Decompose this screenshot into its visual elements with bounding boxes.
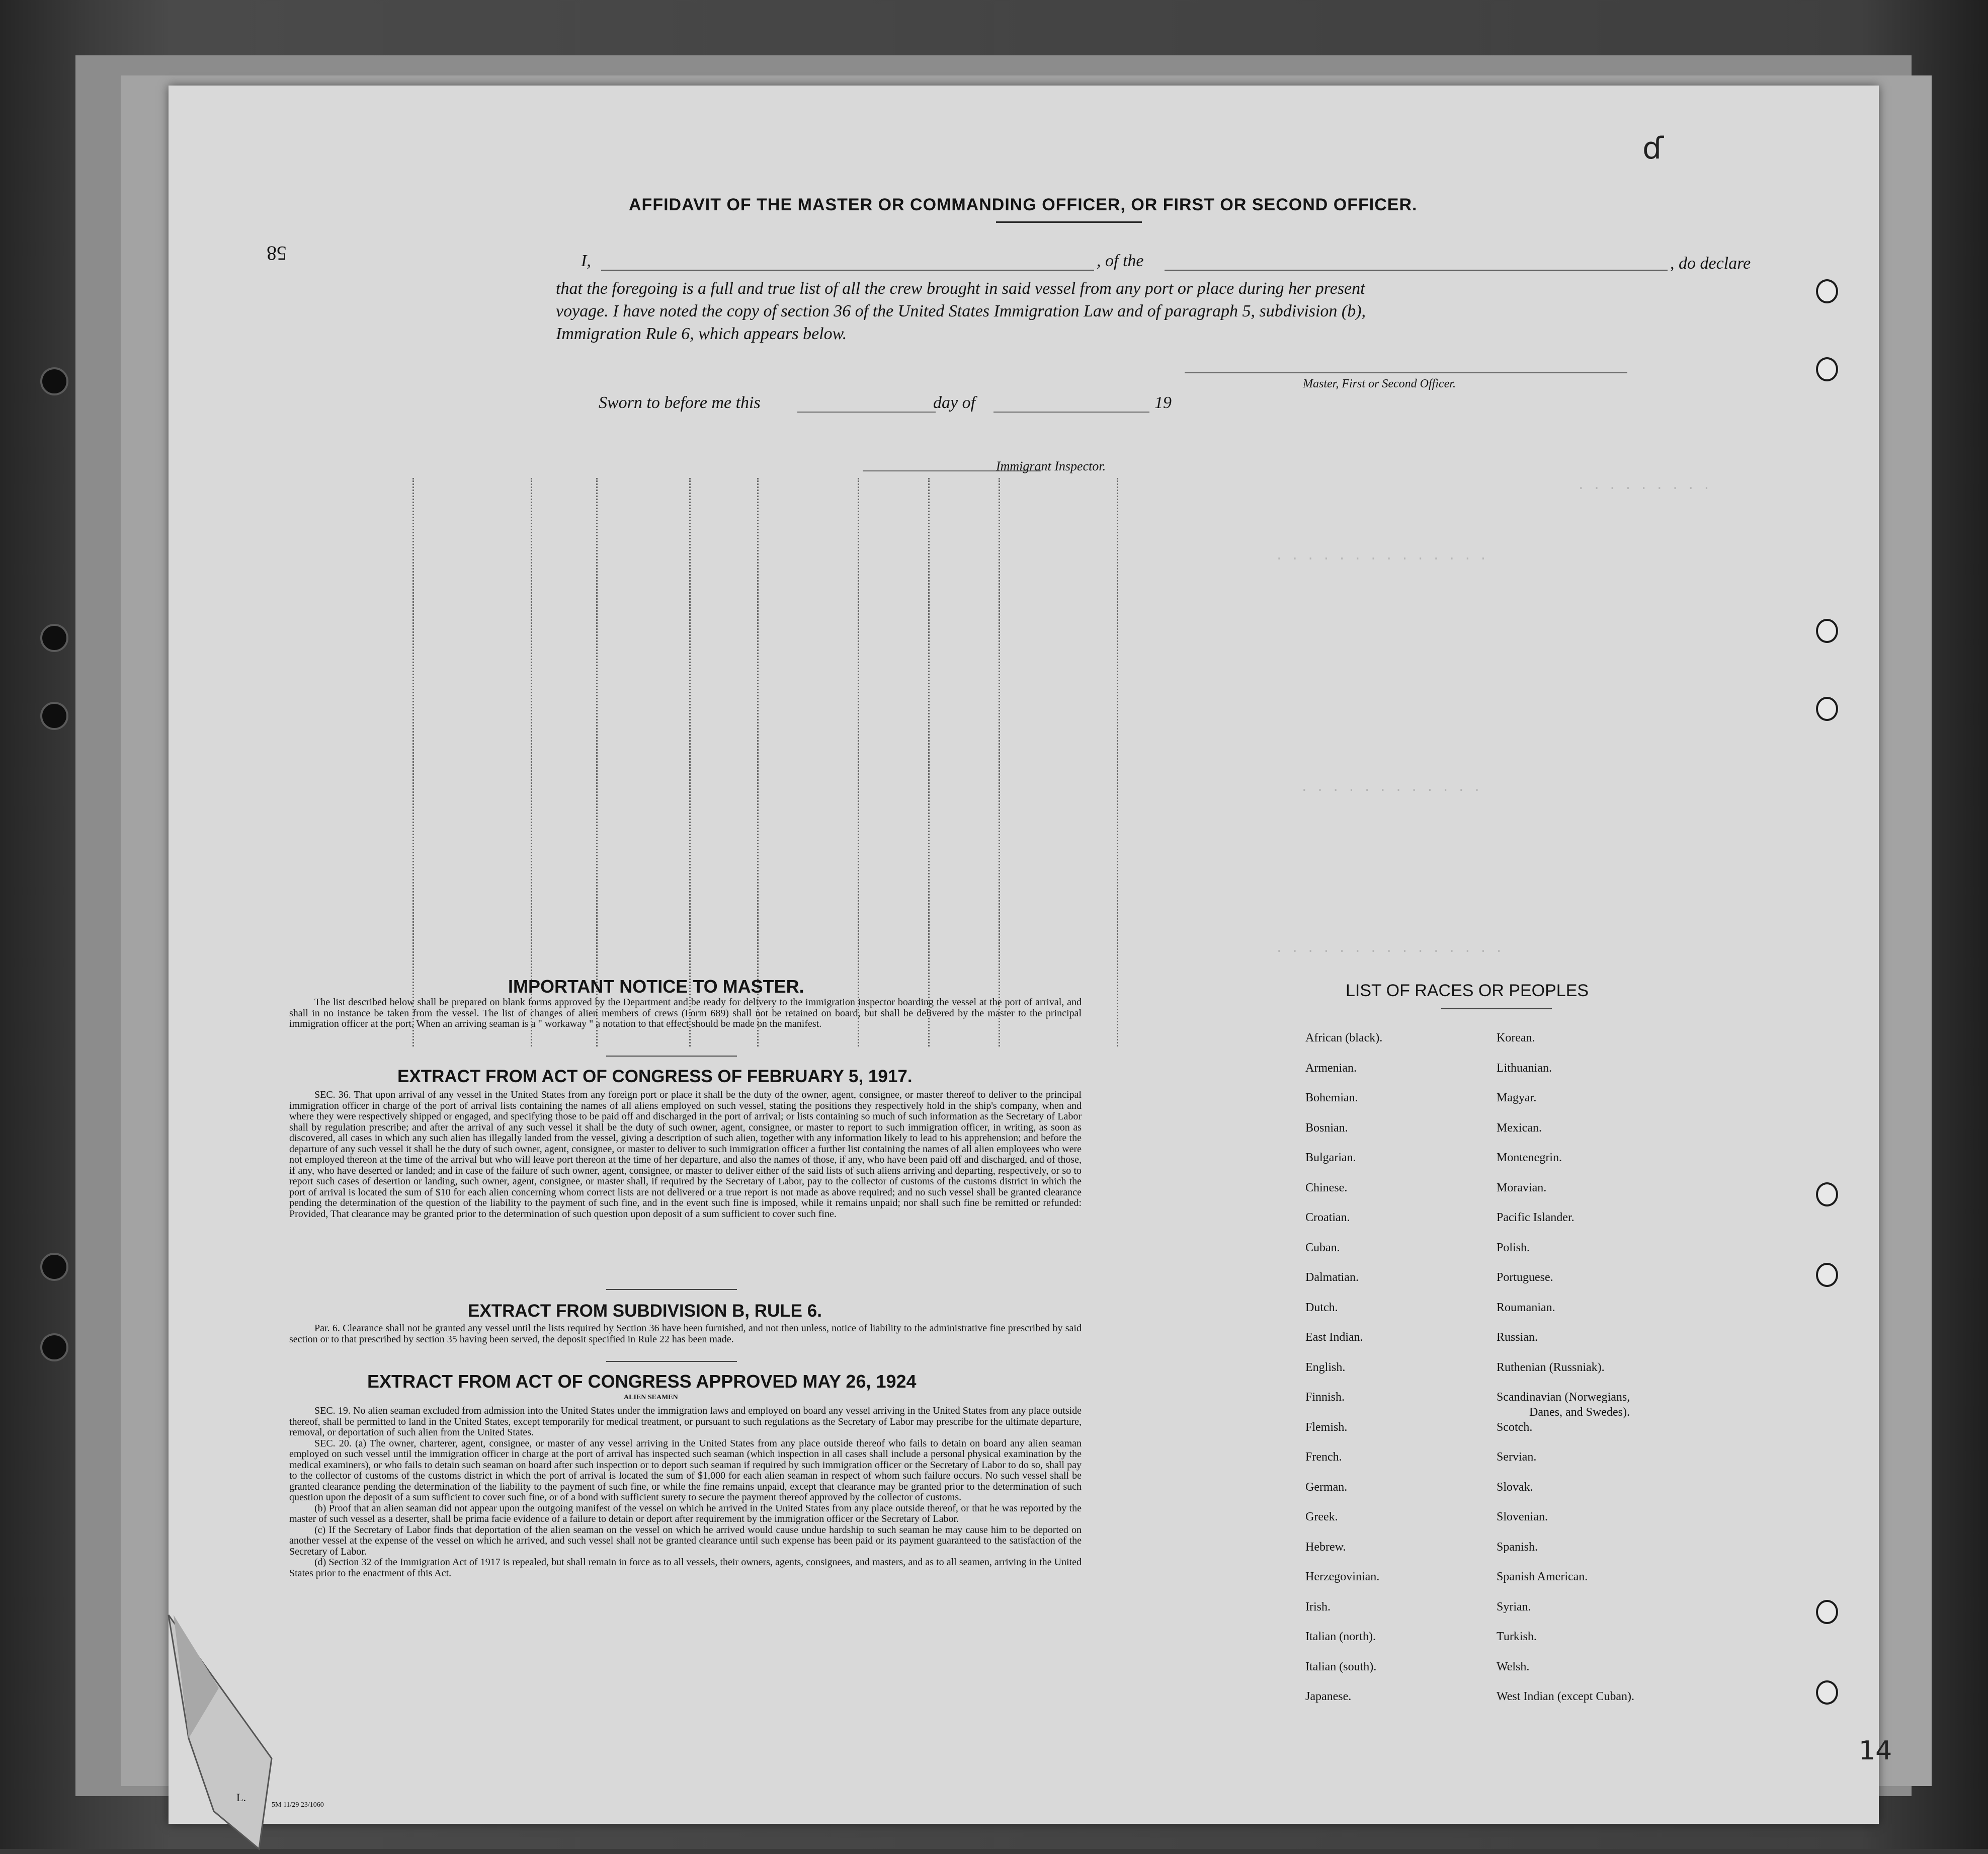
divider bbox=[606, 1056, 737, 1057]
column-rule bbox=[596, 478, 598, 1046]
page-number: 14 bbox=[1859, 1736, 1892, 1766]
race-item: Montenegrin. bbox=[1497, 1151, 1562, 1164]
race-item: German. bbox=[1305, 1480, 1348, 1494]
column-rule bbox=[858, 478, 859, 1046]
extract-1917-title: EXTRACT FROM ACT OF CONGRESS OF FEBRUARY 5, 1917. bbox=[397, 1067, 913, 1086]
race-item: French. bbox=[1305, 1450, 1342, 1464]
affidavit-title: AFFIDAVIT OF THE MASTER OR COMMANDING OFFICER, OR FIRST OR SECOND OFFICER. bbox=[629, 195, 1418, 214]
race-item: Scandinavian (Norwegians, bbox=[1497, 1391, 1630, 1404]
race-item: African (black). bbox=[1305, 1031, 1383, 1044]
race-item: Italian (south). bbox=[1305, 1660, 1377, 1673]
race-item: Dalmatian. bbox=[1305, 1271, 1359, 1284]
ring-hole bbox=[1816, 1680, 1838, 1705]
race-item: Bulgarian. bbox=[1305, 1151, 1356, 1164]
ring-hole bbox=[1816, 1182, 1838, 1206]
name-blank bbox=[601, 270, 1094, 271]
race-item: Herzegovinian. bbox=[1305, 1570, 1380, 1583]
race-item: Italian (north). bbox=[1305, 1630, 1376, 1643]
race-item: Portuguese. bbox=[1497, 1271, 1553, 1284]
ring-hole bbox=[1816, 357, 1838, 381]
column-rule bbox=[757, 478, 759, 1046]
day-of-text: day of bbox=[933, 393, 976, 412]
race-item: Chinese. bbox=[1305, 1181, 1348, 1194]
extract-1924-title: EXTRACT FROM ACT OF CONGRESS APPROVED MAY 26, 1924 bbox=[367, 1371, 917, 1392]
column-rule bbox=[412, 478, 414, 1046]
race-item: Mexican. bbox=[1497, 1121, 1542, 1135]
binder-hole bbox=[40, 624, 68, 652]
race-item: Greek. bbox=[1305, 1510, 1338, 1523]
ring-hole bbox=[1816, 619, 1838, 643]
race-item: Slovak. bbox=[1497, 1480, 1533, 1494]
race-item: Magyar. bbox=[1497, 1091, 1537, 1104]
print-code: 5M 11/29 23/1060 bbox=[272, 1801, 324, 1809]
ring-hole bbox=[1816, 1263, 1838, 1287]
manifest-page bbox=[169, 86, 1892, 1824]
race-item: Scotch. bbox=[1497, 1420, 1533, 1434]
bleed-through-text: . . . . . . . . . . . . bbox=[1300, 780, 1481, 795]
binder-hole bbox=[40, 367, 68, 395]
race-item: Bosnian. bbox=[1305, 1121, 1348, 1135]
race-item: Pacific Islander. bbox=[1497, 1211, 1575, 1224]
margin-number: 58 bbox=[267, 242, 287, 265]
race-item: Moravian. bbox=[1497, 1181, 1547, 1194]
race-item: Polish. bbox=[1497, 1241, 1530, 1254]
bleed-through-text: . . . . . . . . . . . . . . . bbox=[1275, 941, 1503, 956]
ring-hole bbox=[1816, 1600, 1838, 1624]
folded-corner bbox=[153, 1613, 274, 1854]
extract-1924-p5: (d) Section 32 of the Immigration Act of 1917 is repealed, but shall remain in force as to all vessels, their owners, agents, consignees, and masters, and as to all seamen, arriving in the United States prior to the enactment of this Act. bbox=[289, 1557, 1082, 1579]
race-item: Dutch. bbox=[1305, 1301, 1338, 1314]
bleed-through-text: . . . . . . . . . . . . . . bbox=[1275, 548, 1487, 563]
extract-rule6-body: Par. 6. Clearance shall not be granted any vessel until the lists required by Section 36 have been furnished, and not then unless, notice of liability to the administrative fine prescribed by said section or to that prescribed by section 35 having been served, the deposit specified in Rule 22 has been made. bbox=[289, 1323, 1082, 1345]
bleed-through-text: . . . . . . . . . bbox=[1577, 478, 1711, 493]
race-item: Welsh. bbox=[1497, 1660, 1530, 1673]
race-item: Danes, and Swedes). bbox=[1529, 1406, 1630, 1419]
pencil-mark: ɗ bbox=[1642, 131, 1664, 166]
race-item: Armenian. bbox=[1305, 1061, 1357, 1075]
races-title: LIST OF RACES OR PEOPLES bbox=[1346, 981, 1589, 1000]
race-item: Irish. bbox=[1305, 1600, 1331, 1614]
extract-1924-p1: SEC. 19. No alien seaman excluded from admission into the United States under the immigration laws and employed on board any vessel arriving in the United States from any place outside thereof, shall be permitted to land in the United States, except temporarily for medical treatment, or pursuant to such regulations as the Secretary of Labor may prescribe for the ultimate departure, removal, or deportation of such alien from the United States. bbox=[289, 1405, 1082, 1438]
ring-hole bbox=[1816, 279, 1838, 303]
extract-rule6-title: EXTRACT FROM SUBDIVISION B, RULE 6. bbox=[468, 1301, 822, 1321]
binder-hole bbox=[40, 702, 68, 730]
race-item: Spanish. bbox=[1497, 1540, 1538, 1554]
affidavit-of-the: , of the bbox=[1097, 252, 1144, 270]
race-item: Lithuanian. bbox=[1497, 1061, 1552, 1075]
race-item: Finnish. bbox=[1305, 1391, 1345, 1404]
race-item: Spanish American. bbox=[1497, 1570, 1588, 1583]
affidavit-line-4: Immigration Rule 6, which appears below. bbox=[556, 325, 847, 343]
race-item: Korean. bbox=[1497, 1031, 1535, 1044]
divider bbox=[996, 221, 1142, 223]
notice-title: IMPORTANT NOTICE TO MASTER. bbox=[508, 976, 804, 997]
race-item: English. bbox=[1305, 1360, 1346, 1374]
ring-hole bbox=[1816, 697, 1838, 721]
race-item: Flemish. bbox=[1305, 1420, 1348, 1434]
race-item: Hebrew. bbox=[1305, 1540, 1346, 1554]
extract-1924-body bbox=[289, 1406, 1082, 1579]
affidavit-i: I, bbox=[581, 252, 591, 270]
signature-label: Master, First or Second Officer. bbox=[1303, 377, 1456, 390]
signature-line bbox=[1185, 372, 1627, 373]
month-blank bbox=[993, 412, 1149, 413]
extract-1924-subtitle: ALIEN SEAMEN bbox=[624, 1394, 678, 1401]
race-item: Ruthenian (Russniak). bbox=[1497, 1360, 1605, 1374]
race-item: East Indian. bbox=[1305, 1331, 1363, 1344]
race-item: Slovenian. bbox=[1497, 1510, 1548, 1523]
race-item: Roumanian. bbox=[1497, 1301, 1555, 1314]
notice-body: The list described below shall be prepared on blank forms approved by the Department and be ready for delivery to the immigration inspector boarding the vessel at the port of arrival, and shall in no instance be taken from the vessel. The list of changes of alien members of crews (Form 689) shall not be retained on board, but shall be delivered by the master to the principal immigration officer at the port. When an arriving seaman is a " workaway " a notation to that effect should be made on the manifest. bbox=[289, 997, 1082, 1029]
race-item: Servian. bbox=[1497, 1450, 1537, 1464]
race-item: Bohemian. bbox=[1305, 1091, 1358, 1104]
divider bbox=[606, 1361, 737, 1362]
divider bbox=[606, 1289, 737, 1290]
column-rule bbox=[999, 478, 1000, 1046]
extract-1917-body: SEC. 36. That upon arrival of any vessel in the United States from any foreign port or place it shall be the duty of the owner, agent, consignee, or master thereof to deliver to the principal immigration officer in charge of the port of arrival lists containing the names of all aliens employed on such vessel, stating the positions they respectively hold in the ship's company, when and where they were respectively shipped or engaged, and specifying those to be paid off and discharged in the port of arrival; or lists containing so much of such information as the Secretary of Labor shall by regulation prescribe; and after the arrival of any such vessel it shall be the duty of such owner, agent, consignee, or master to report to such immigration officer, in writing, as soon as discovered, all cases in which any such alien has illegally landed from the vessel, giving a description of such alien, together with any information likely to lead to his apprehension; and before the departure of any such vessel it shall be the duty of such owner, agent, consignee, or master to deliver to such immigration officer a further list containing the names of all alien employees who were not employed thereon at the time of the arrival but who will leave port thereon at the time of her departure, and also the names of those, if any, who have been paid off and discharged, and of those, if any, who have deserted or landed; and in case of the failure of such owner, agent, consignee, or master to deliver either of the said lists of such aliens arriving and departing, respectively, or so to report such cases of desertion or landing, such owner, agent, consignee, or master shall, if required by the Secretary of Labor, pay to the collector of customs of the customs district in which the port of arrival is located the sum of $10 for each alien concerning whom correct lists are not delivered or a true report is not made as above required; and no such vessel shall be granted clearance pending the determination of the question of the liability to the payment of such fine, and in the event such fine is imposed, while it remains unpaid; nor shall such fine be remitted or refunded: Provided, That clearance may be granted prior to the determination of such question upon deposit of a sum sufficient to cover such fine. bbox=[289, 1089, 1082, 1220]
affidavit-line-2: that the foregoing is a full and true list of all the crew brought in said vessel from any port or place during her present bbox=[556, 279, 1365, 298]
vessel-blank bbox=[1165, 270, 1668, 271]
race-item: West Indian (except Cuban). bbox=[1497, 1690, 1634, 1703]
extract-1924-p4: (c) If the Secretary of Labor finds that deportation of the alien seaman on the vessel on which he arrived would cause undue hardship to such seaman he may cause him to be deported on another vessel at the expense of the vessel on which he arrived, and such vessel shall not be granted clearance until such expense has been paid or its payment guaranteed to the satisfaction of the Secretary of Labor. bbox=[289, 1524, 1082, 1557]
corner-letter: L. bbox=[236, 1791, 246, 1804]
column-rule bbox=[531, 478, 532, 1046]
affidavit-do-declare: , do declare bbox=[1670, 254, 1751, 273]
column-rule bbox=[1117, 478, 1118, 1046]
race-item: Turkish. bbox=[1497, 1630, 1537, 1643]
day-blank bbox=[797, 412, 936, 413]
inspector-label: Immigrant Inspector. bbox=[996, 459, 1106, 473]
column-rule bbox=[689, 478, 691, 1046]
race-item: Croatian. bbox=[1305, 1211, 1350, 1224]
race-item: Russian. bbox=[1497, 1331, 1538, 1344]
extract-1924-p3: (b) Proof that an alien seaman did not appear upon the outgoing manifest of the vessel on which he arrived in the United States from any place outside thereof, or that he was reported by the master of such vessel as a deserter, shall be prima facie evidence of a failure to detain or deport after requirement by the immigration officer or the Secretary of Labor. bbox=[289, 1502, 1082, 1524]
binder-hole bbox=[40, 1333, 68, 1361]
divider bbox=[1441, 1008, 1552, 1009]
race-item: Japanese. bbox=[1305, 1690, 1352, 1703]
extract-1924-p2: SEC. 20. (a) The owner, charterer, agent, consignee, or master of any vessel arriving in the United States from any place outside thereof who fails to detain on board any alien seaman employed on such vessel until the immigration officer in charge at the port of arrival has inspected such seaman (which inspection in all cases shall include a personal physical examination by the medical examiners), or who fails to detain such seaman on board after such inspection or to deport such seaman if required by such immigration officer or the Secretary of Labor to do so, shall pay to the collector of customs of the customs district in which the port of arrival is located the sum of $1,000 for each alien seaman in respect of whom such failure occurs. No such vessel shall be granted clearance pending the determination of the liability to the payment of such fine, or while the fine remains unpaid, except that clearance may be granted prior to the determination of such question upon the deposit of a sum sufficient to cover such fine, or of a bond with sufficient surety to secure the payment thereof approved by the collector of customs. bbox=[289, 1437, 1082, 1503]
race-item: Syrian. bbox=[1497, 1600, 1531, 1614]
race-item: Cuban. bbox=[1305, 1241, 1340, 1254]
affidavit-line-3: voyage. I have noted the copy of section 36 of the United States Immigration Law and of paragraph 5, subdivision (b), bbox=[556, 302, 1366, 320]
column-rule bbox=[928, 478, 930, 1046]
sworn-text: Sworn to before me this bbox=[599, 393, 761, 412]
year-prefix: 19 bbox=[1154, 393, 1172, 412]
binder-hole bbox=[40, 1253, 68, 1281]
